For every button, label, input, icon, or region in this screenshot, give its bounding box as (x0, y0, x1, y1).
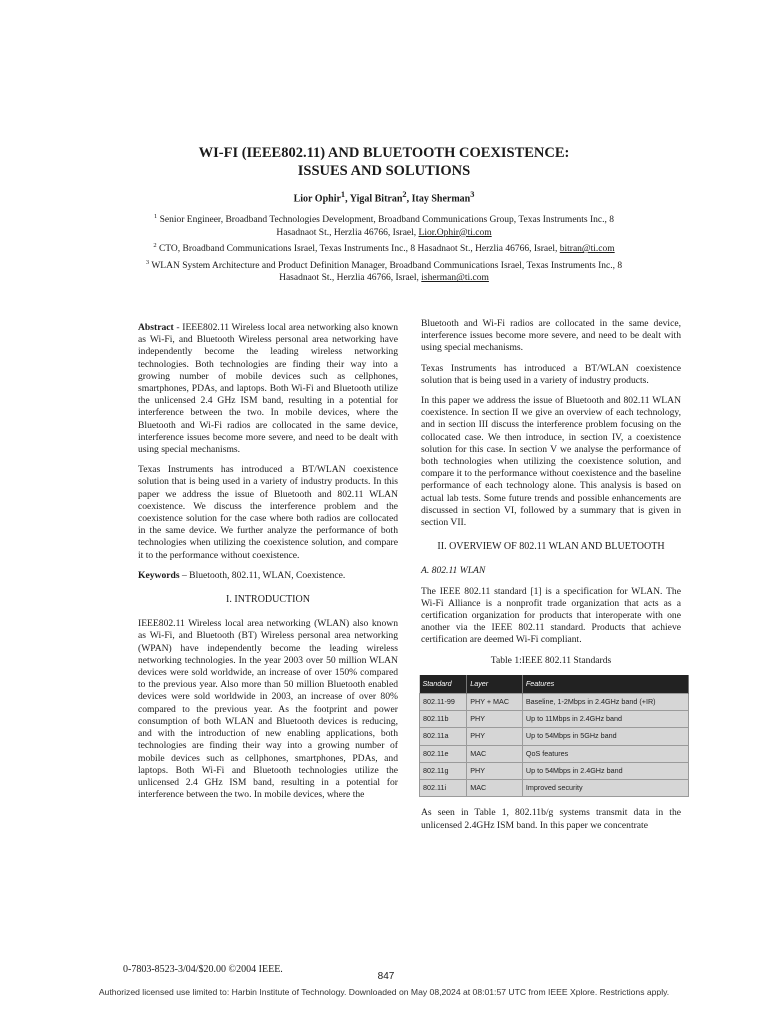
keywords (138, 570, 398, 582)
cell-features: Up to 54Mbps in 5GHz band (522, 728, 688, 745)
abstract-label: Abstract (138, 322, 174, 333)
subsection-a-heading: A. 802.11 WLAN (421, 565, 486, 577)
table-caption: Table 1:IEEE 802.11 Standards (490, 654, 612, 666)
cell-standard: 802.11i (420, 780, 467, 797)
keywords-label: Keywords (138, 569, 180, 581)
after-table-paragraph: As seen in Table 1, 802.11b/g systems transmit data in the unlicensed 2.4GHz ISM band. In this paper we concentrate (421, 807, 681, 831)
section-1-heading: I. INTRODUCTION (226, 594, 310, 606)
cell-features: QoS features (522, 745, 688, 762)
affiliation-1-sup: 1 (154, 213, 158, 220)
cell-layer: MAC (467, 780, 523, 797)
title-line-1: WI-FI (IEEE802.11) AND BLUETOOTH COEXISTENCE: (198, 145, 570, 161)
affiliation-1 (136, 211, 632, 239)
cell-layer: MAC (467, 745, 523, 762)
header-layer: Layer (467, 675, 523, 694)
author-list: Lior Ophir$^1$, Yigal Bitran$^2$, Itay Sherman$^3$ (293, 190, 475, 205)
keywords-text: – Bluetooth, 802.11, WLAN, Coexistence. (179, 569, 346, 581)
header-standard: Standard (420, 675, 467, 694)
cell-layer: PHY (467, 728, 523, 745)
cell-features: Improved security (522, 780, 688, 797)
cell-standard: 802.11a (420, 728, 467, 745)
affiliation-3-text: WLAN System Architecture and Product Definition Manager, Broadband Communications Israel, Texas Instruments Inc., 8 Hasadnaot St., Herzlia 46766, Israel, (151, 260, 623, 284)
standards-table (419, 675, 689, 797)
author-2: Yigal Bitran (349, 193, 403, 205)
affiliation-3-sup: 3 (145, 258, 150, 266)
cell-features: Baseline, 1-2Mbps in 2.4GHz band (+IR) (522, 694, 688, 711)
table-row (420, 762, 689, 779)
table-row (420, 745, 689, 762)
author-2-sup: 2 (402, 190, 407, 199)
intro-paragraph: IEEE802.11 Wireless local area networking (WLAN) also known as Wi-Fi, and Bluetooth (BT) Wireless personal area networking (WPAN) have independently become the leading wireless networking technologies. In the year 2003 over 50 million WLAN devices were sold worldwide, an increase of over 150% compared to the previous year. Also more than 50 million Bluetooth enabled devices were sold worldwide in 2003, an increase of over 80% compared to the previous year. As the footprint and power consumption of both WLAN and Bluetooth devices is reducing, and with the introduction of new enabling applications, both technologies are finding their way into a growing number of mobile devices such as cellphones, smartphones, PDAs, and laptops. Both Wi-Fi and Bluetooth technologies utilize the unlicensed 2.4 GHz ISM band, resulting in a potential for interference between the two. In mobile devices, where the (138, 618, 398, 801)
abstract-paragraph (138, 322, 398, 456)
right-paragraph-1: Bluetooth and Wi-Fi radios are collocated in the same device, interference issues become more severe, and need to be dealt with using special mechanisms. (421, 318, 681, 354)
affiliation-1-email-link[interactable]: Lior.Ophir@ti.com (418, 227, 492, 238)
cell-features: Up to 54Mbps in 2.4GHz band (522, 762, 688, 779)
affiliations (136, 211, 632, 286)
page-number: 847 (377, 971, 395, 982)
cell-standard: 802.11b (420, 711, 467, 728)
right-column (421, 318, 681, 840)
cell-layer: PHY + MAC (467, 694, 523, 711)
title-line-2: ISSUES AND SOLUTIONS (297, 163, 471, 179)
section-2-heading: II. OVERVIEW OF 802.11 WLAN AND BLUETOOTH (437, 541, 665, 553)
right-paragraph-2: Texas Instruments has introduced a BT/WLAN coexistence solution that is being used in a variety of industry products. (421, 362, 681, 386)
license-notice: Authorized licensed use limited to: Harbin Institute of Technology. Downloaded on May 08,2024 at 08:01:57 UTC from IEEE Xplore. Restrictions apply. (98, 987, 670, 997)
affiliation-2-email-link[interactable]: bitran@ti.com (559, 244, 615, 255)
cell-standard: 802.11g (420, 762, 467, 779)
affiliation-3 (136, 257, 632, 285)
cell-layer: PHY (467, 762, 523, 779)
copyright-footer: 0-7803-8523-3/04/$20.00 ©2004 IEEE. (123, 964, 283, 975)
table-row (420, 711, 689, 728)
wlan-paragraph: The IEEE 802.11 standard [1] is a specification for WLAN. The Wi-Fi Alliance is a nonprofit trade organization that acts as a certification organization for products that interoperate with one another via the IEEE 802.11 standard. Products that achieve certification are deemed Wi-Fi compliant. (421, 585, 681, 646)
author-3-sup: 3 (470, 190, 475, 199)
cell-standard: 802.11e (420, 745, 467, 762)
affiliation-2 (136, 240, 632, 256)
affiliation-2-text: CTO, Broadband Communications Israel, Texas Instruments Inc., 8 Hasadnaot St., Herzlia 46766, Israel, (158, 244, 558, 255)
paper-title (110, 144, 658, 180)
table-row (420, 780, 689, 797)
author-1-sup: 1 (340, 190, 346, 199)
cell-layer: PHY (467, 711, 523, 728)
affiliation-1-text: Senior Engineer, Broadband Technologies Development, Broadband Communications Group, Texas Instruments Inc., 8 Hasadnaot St., Herzlia 46766, Israel, (159, 215, 614, 238)
right-paragraph-3: In this paper we address the issue of Bluetooth and 802.11 WLAN coexistence. In section II we give an overview of each technology, and in section III discuss the interference problem focusing on the collocated case. We then introduce, in section IV, a coexistence solution for this case. In section V we analyse the performance of both technologies when utilizing the coexistence solution, and compare it to the performance without coexistence and the baseline performance of each technology alone. This analysis is based on actual lab tests. Some future trends and possible enhancements are discussed in section VI, followed by a summary that is given in section VII. (421, 395, 681, 529)
left-column (138, 322, 398, 809)
abstract-paragraph-2: Texas Instruments has introduced a BT/WLAN coexistence solution that is being used in a variety of industry products. In this paper we address the issue of Bluetooth and 802.11 WLAN coexistence. We discuss the interference problem and the coexistence solution for the case where both radios are collocated in the same device. We further analyze the performance of both technologies when utilizing the coexistence solution, and compare it to the performance without coexistence. (138, 464, 398, 561)
affiliation-3-email-link[interactable]: isherman@ti.com (421, 273, 489, 284)
cell-standard: 802.11-99 (420, 694, 467, 711)
author-3: Itay Sherman (411, 193, 471, 205)
abstract-text: - IEEE802.11 Wireless local area networking also known as Wi-Fi, and Bluetooth Wireless personal area networking have independently become the leading wireless networking technologies. Both technologies are finding their way into a growing number of mobile devices such as cellphones, smartphones, PDAs, and laptops. Both Wi-Fi and Bluetooth utilize the unlicensed 2.4 GHz ISM band, resulting in a potential for interference between the two. In mobile devices, where the Bluetooth and Wi-Fi radios are collocated in the same device, interference issues become more severe, and need to be dealt with using special mechanisms. (138, 322, 398, 456)
cell-features: Up to 11Mbps in 2.4GHz band (522, 711, 688, 728)
header-features: Features (522, 675, 688, 694)
table-row (420, 694, 689, 711)
table-row (420, 728, 689, 745)
table-header-row (420, 675, 689, 694)
author-1: Lior Ophir (293, 193, 341, 205)
affiliation-2-sup: 2 (153, 242, 157, 250)
